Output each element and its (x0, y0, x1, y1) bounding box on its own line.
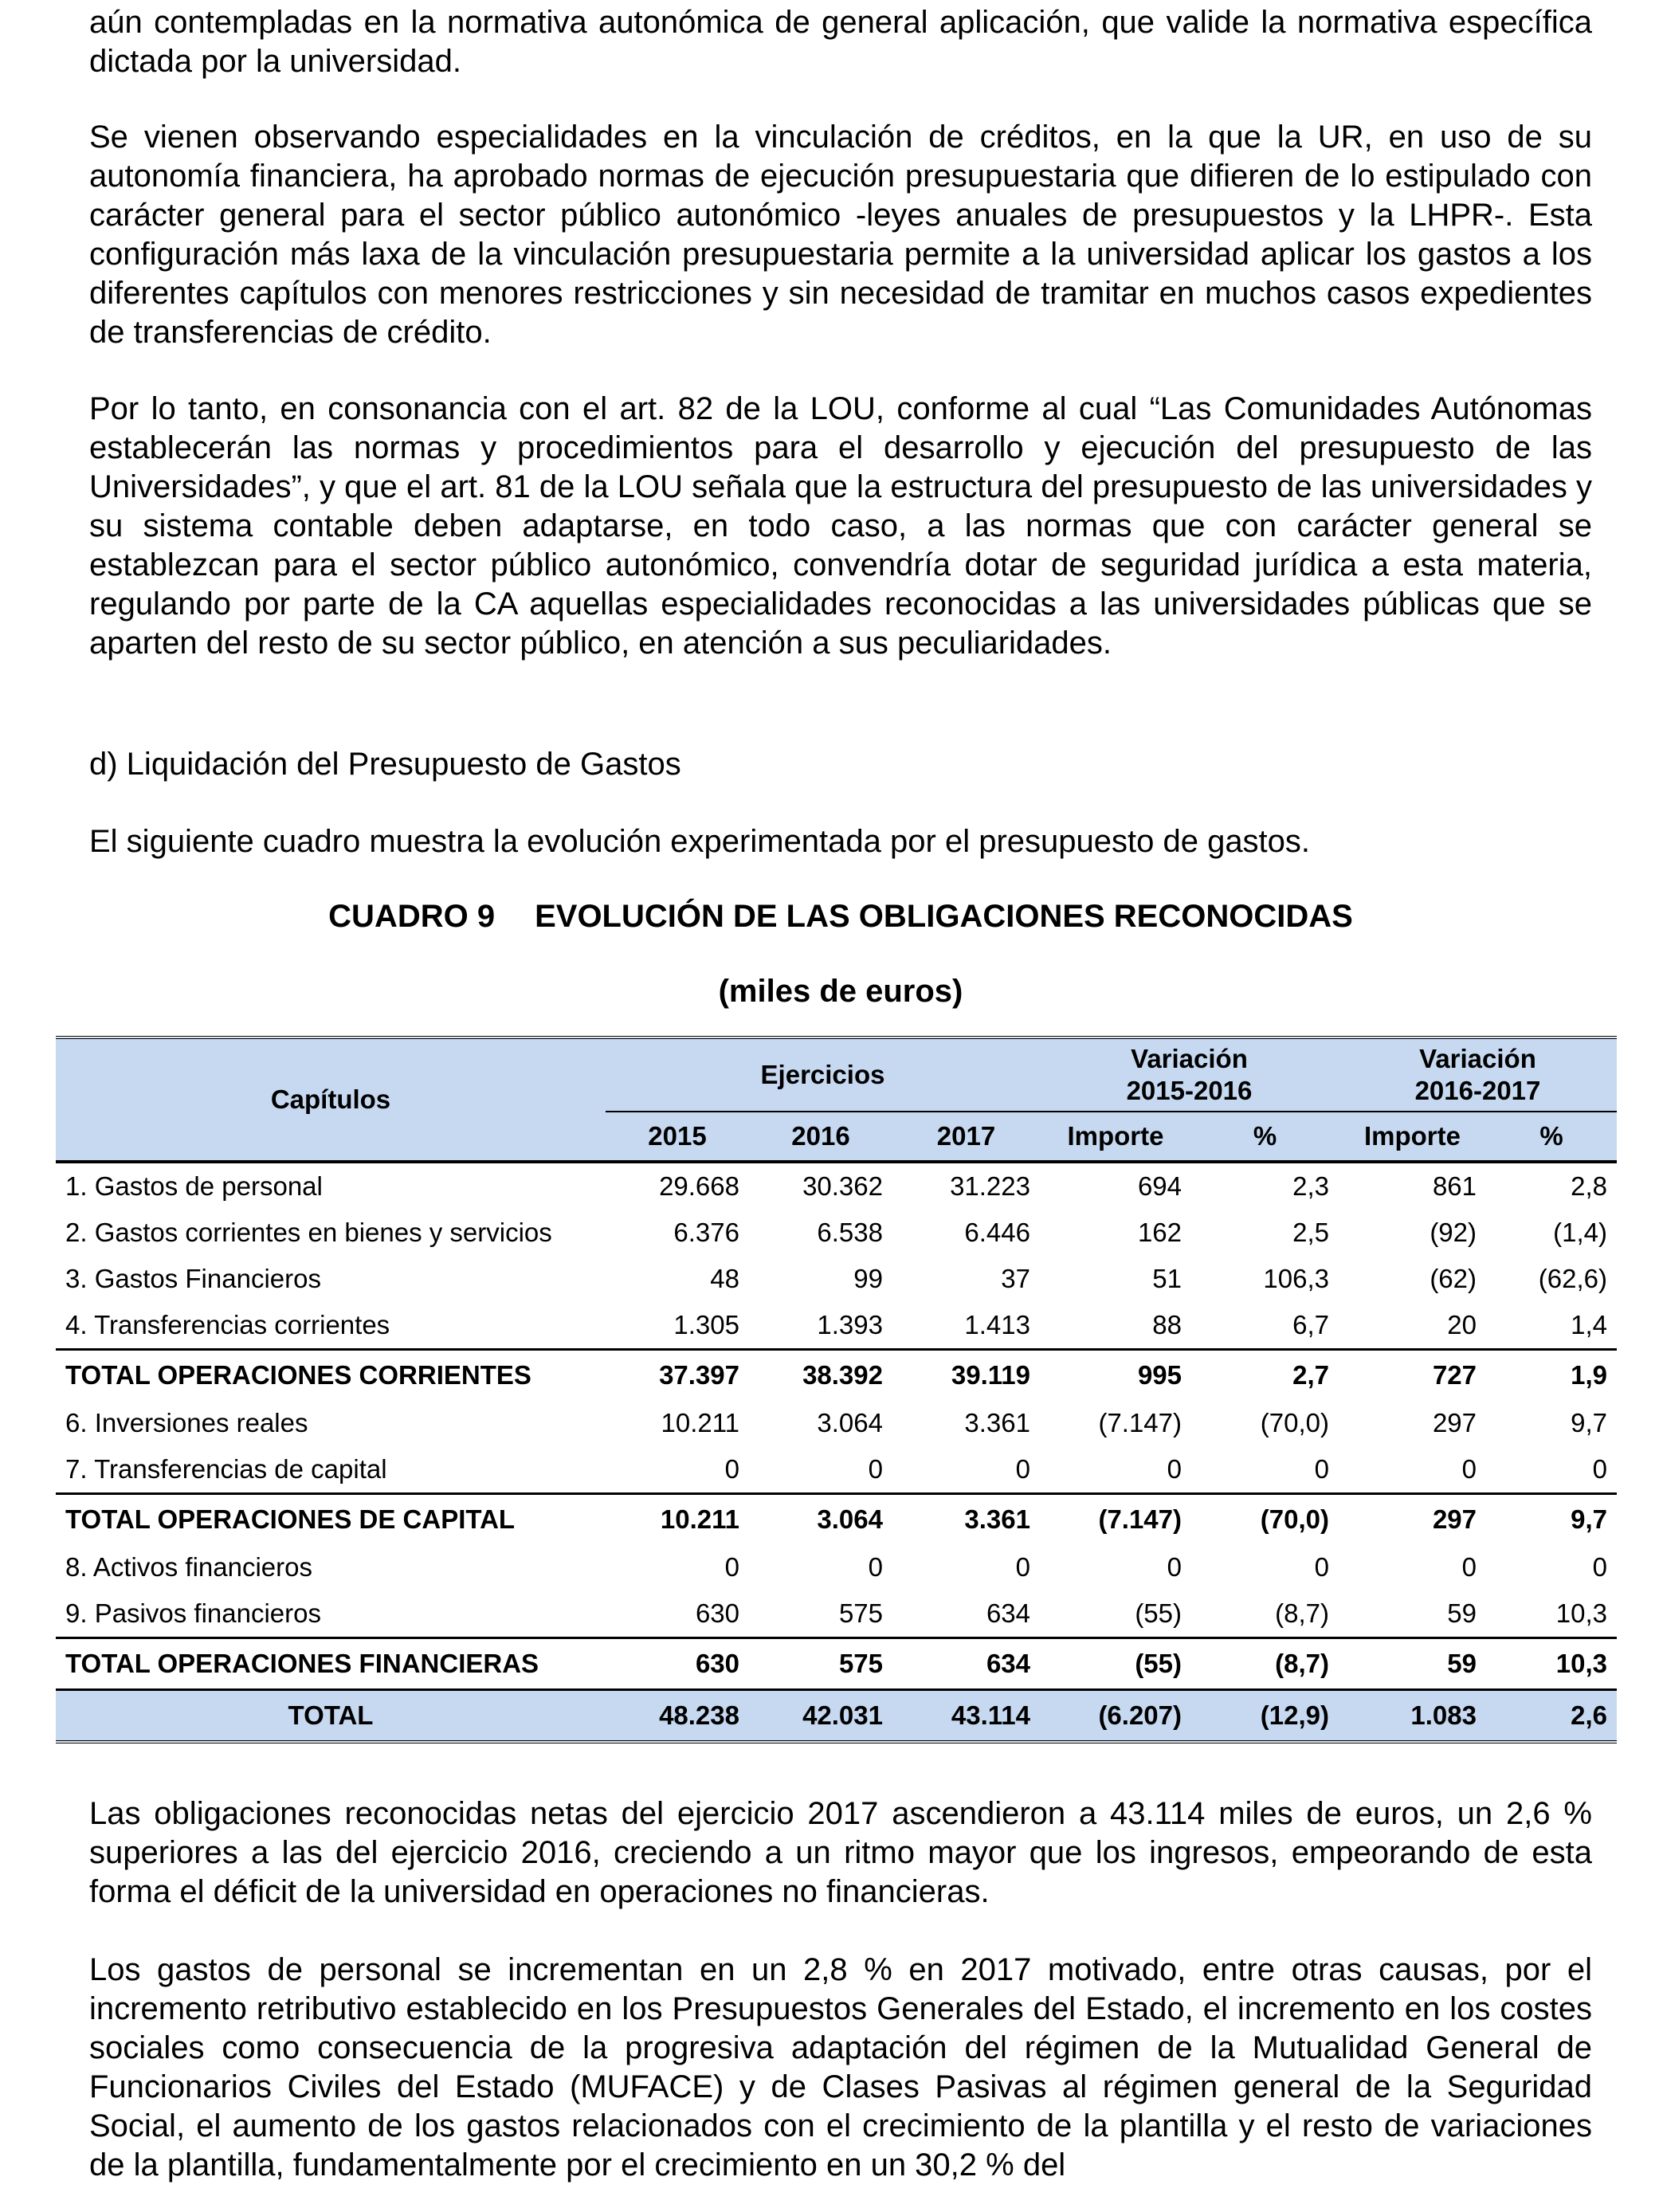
row-value: 9,7 (1571, 1408, 1607, 1437)
row-value: 37 (1001, 1264, 1030, 1293)
table-total-row (56, 1350, 1617, 1401)
row-label: TOTAL OPERACIONES CORRIENTES (56, 1350, 606, 1401)
row-value: 6.538 (817, 1218, 883, 1247)
row-value: 630 (695, 1598, 739, 1628)
table-row (56, 1544, 1617, 1590)
row-value: 30.362 (802, 1171, 883, 1201)
row-value: 0 (1592, 1552, 1607, 1582)
row-value: 1,9 (1486, 1350, 1617, 1401)
row-value: 0 (724, 1552, 739, 1582)
row-value: 1.393 (817, 1310, 883, 1339)
row-value: 0 (1461, 1552, 1477, 1582)
header-col-2017: 2017 (892, 1112, 1040, 1162)
row-value: 0 (868, 1552, 883, 1582)
row-value: 2,8 (1571, 1171, 1607, 1201)
row-value: 99 (853, 1264, 883, 1293)
table-row (56, 1256, 1617, 1302)
row-value: 0 (1314, 1454, 1329, 1484)
row-value: 1.413 (964, 1310, 1030, 1339)
row-label: 2. Gastos corrientes en bienes y servicios (65, 1218, 552, 1247)
header-col-importe-2: Importe (1339, 1112, 1486, 1162)
row-value: 10,3 (1486, 1638, 1617, 1690)
row-value: (55) (1135, 1598, 1182, 1628)
header-var1-line2: 2015-2016 (1126, 1076, 1253, 1105)
row-value: 630 (606, 1638, 749, 1690)
row-value: 42.031 (749, 1690, 892, 1743)
row-value: 3.361 (964, 1408, 1030, 1437)
row-value: 29.668 (659, 1171, 739, 1201)
row-value: 1,4 (1571, 1310, 1607, 1339)
row-value: 10,3 (1555, 1598, 1607, 1628)
table-caption-number: CUADRO 9 (328, 899, 496, 934)
header-variacion-2016-2017 (1339, 1037, 1617, 1112)
row-label: 8. Activos financieros (65, 1552, 312, 1582)
row-value: 861 (1432, 1171, 1477, 1201)
row-label: 3. Gastos Financieros (65, 1264, 321, 1293)
row-value: 59 (1339, 1638, 1486, 1690)
row-value: 38.392 (749, 1350, 892, 1401)
row-value: 20 (1447, 1310, 1477, 1339)
table-row (56, 1590, 1617, 1638)
row-value: 10.211 (661, 1408, 739, 1437)
paragraph-obligaciones: Las obligaciones reconocidas netas del ejercicio 2017 ascendieron a 43.114 miles de euros, un 2,6 % superiores a las del ejercicio 2016, creciendo a un ritmo mayor que los ingresos, empeorando de esta forma el déficit de la universidad en operaciones no financieras. (89, 1796, 1592, 1909)
header-ejercicios: Ejercicios (606, 1037, 1040, 1112)
row-value: 9,7 (1486, 1494, 1617, 1545)
paragraph-gastos-personal: Los gastos de personal se incrementan en un 2,8 % en 2017 motivado, entre otras causas, por el incremento retributivo establecido en los Presupuestos Generales del Estado, el incremento en los costes sociales como consecuencia de la progresiva adaptación del régimen de la Mutualidad General de Funcionarios Civiles del Estado (MUFACE) y de Clases Pasivas al régimen general de la Seguridad Social, el aumento de los gastos relacionados con el crecimiento de la plantilla y el resto de variaciones de la plantilla, fundamentalmente por el crecimiento en un 30,2 % del (89, 1952, 1592, 2183)
table-row (56, 1302, 1617, 1350)
row-label: 6. Inversiones reales (65, 1408, 308, 1437)
row-value: 6.446 (964, 1218, 1030, 1247)
row-value: 0 (1015, 1454, 1030, 1484)
row-value: 297 (1432, 1408, 1477, 1437)
header-var2-line2: 2016-2017 (1414, 1076, 1541, 1105)
row-value: 31.223 (950, 1171, 1030, 1201)
row-value: 2,3 (1292, 1171, 1329, 1201)
row-label: TOTAL OPERACIONES DE CAPITAL (56, 1494, 606, 1545)
row-value: (62) (1430, 1264, 1477, 1293)
row-value: 48 (710, 1264, 739, 1293)
row-value: 88 (1152, 1310, 1182, 1339)
row-label: TOTAL OPERACIONES FINANCIERAS (56, 1638, 606, 1690)
row-value: 6,7 (1292, 1310, 1329, 1339)
row-value: 0 (724, 1454, 739, 1484)
row-value: (62,6) (1538, 1264, 1607, 1293)
paragraph-intro: aún contempladas en la normativa autonómica de general aplicación, que valide la normativa específica dictada por la universidad. (89, 5, 1592, 79)
header-capitulos: Capítulos (56, 1037, 606, 1162)
row-value: 634 (892, 1638, 1040, 1690)
row-value: 0 (868, 1454, 883, 1484)
table-row (56, 1162, 1617, 1210)
row-value: 0 (1015, 1552, 1030, 1582)
table-total-row (56, 1494, 1617, 1545)
row-value: 0 (1314, 1552, 1329, 1582)
row-value: 727 (1339, 1350, 1486, 1401)
row-value: 0 (1167, 1454, 1182, 1484)
row-value: (92) (1430, 1218, 1477, 1247)
row-label: 1. Gastos de personal (65, 1171, 323, 1201)
row-label: 9. Pasivos financieros (65, 1598, 321, 1628)
table-grand-total-row (56, 1690, 1617, 1743)
table-body (56, 1162, 1617, 1742)
header-col-2015: 2015 (606, 1112, 749, 1162)
row-value: 995 (1040, 1350, 1191, 1401)
row-value: 0 (1167, 1552, 1182, 1582)
header-col-2016: 2016 (749, 1112, 892, 1162)
header-var1-line1: Variación (1131, 1044, 1248, 1073)
row-label: TOTAL (56, 1690, 606, 1743)
header-var2-line1: Variación (1419, 1044, 1536, 1073)
row-value: 59 (1447, 1598, 1477, 1628)
row-value: (1,4) (1553, 1218, 1607, 1247)
row-value: 0 (1592, 1454, 1607, 1484)
row-value: (6.207) (1040, 1690, 1191, 1743)
table-row (56, 1446, 1617, 1494)
row-value: 51 (1152, 1264, 1182, 1293)
row-value: 0 (1461, 1454, 1477, 1484)
expense-evolution-table (56, 1036, 1617, 1743)
row-value: (8,7) (1275, 1598, 1329, 1628)
row-label: 4. Transferencias corrientes (65, 1310, 390, 1339)
paragraph-lou: Por lo tanto, en consonancia con el art. 82 de la LOU, conforme al cual “Las Comunidades Autónomas establecerán las normas y procedimientos para el desarrollo y ejecución del presupuesto de las Universidades”, y que el art. 81 de la LOU señala que la estructura del presupuesto de las universidades y su sistema contable deben adaptarse, en todo caso, a las normas que con carácter general se establezcan para el sector público autonómico, convendría dotar de seguridad jurídica a esta materia, regulando por parte de la CA aquellas especialidades reconocidas a las universidades públicas que se aparten del resto de su sector público, en atención a sus peculiaridades. (89, 391, 1592, 661)
row-value: 3.361 (892, 1494, 1040, 1545)
row-value: (7.147) (1098, 1408, 1182, 1437)
row-value: 1.083 (1339, 1690, 1486, 1743)
header-col-importe-1: Importe (1040, 1112, 1191, 1162)
table-caption-units: (miles de euros) (718, 974, 963, 1009)
row-value: (7.147) (1040, 1494, 1191, 1545)
row-value: 694 (1137, 1171, 1182, 1201)
paragraph-table-intro: El siguiente cuadro muestra la evolución experimentada por el presupuesto de gastos. (89, 824, 1311, 859)
row-value: (12,9) (1191, 1690, 1339, 1743)
row-value: 48.238 (606, 1690, 749, 1743)
row-value: 37.397 (606, 1350, 749, 1401)
section-heading: d) Liquidación del Presupuesto de Gastos (89, 747, 681, 782)
table-row (56, 1210, 1617, 1256)
row-value: 575 (838, 1598, 883, 1628)
table-total-row (56, 1638, 1617, 1690)
row-value: (70,0) (1260, 1408, 1329, 1437)
paragraph-vinculacion: Se vienen observando especialidades en la vinculación de créditos, en la que la UR, en uso de su autonomía financiera, ha aprobado normas de ejecución presupuestaria que difieren de lo estipulado con carácter general para el sector público autonómico -leyes anuales de presupuestos y la LHPR-. Esta configuración más laxa de la vinculación presupuestaria permite a la universidad aplicar los gastos a los diferentes capítulos con menores restricciones y sin necesidad de tramitar en muchos casos expedientes de transferencias de crédito. (89, 120, 1592, 350)
row-value: 10.211 (606, 1494, 749, 1545)
row-value: 3.064 (749, 1494, 892, 1545)
row-value: 1.305 (673, 1310, 739, 1339)
row-value: 575 (749, 1638, 892, 1690)
row-value: 43.114 (892, 1690, 1040, 1743)
row-value: 6.376 (673, 1218, 739, 1247)
table-row (56, 1400, 1617, 1446)
header-col-pct-2: % (1486, 1112, 1617, 1162)
row-value: (55) (1040, 1638, 1191, 1690)
row-value: (70,0) (1191, 1494, 1339, 1545)
row-value: 2,6 (1486, 1690, 1617, 1743)
row-value: 162 (1137, 1218, 1182, 1247)
row-value: 297 (1339, 1494, 1486, 1545)
row-value: 106,3 (1263, 1264, 1329, 1293)
row-value: 634 (986, 1598, 1030, 1628)
table-caption (89, 899, 1592, 935)
header-col-pct-1: % (1191, 1112, 1339, 1162)
row-value: 3.064 (817, 1408, 883, 1437)
row-label: 7. Transferencias de capital (65, 1454, 387, 1484)
row-value: 39.119 (892, 1350, 1040, 1401)
header-variacion-2015-2016 (1040, 1037, 1339, 1112)
table-caption-title: EVOLUCIÓN DE LAS OBLIGACIONES RECONOCIDAS (535, 899, 1353, 934)
row-value: 2,5 (1292, 1218, 1329, 1247)
row-value: 2,7 (1191, 1350, 1339, 1401)
row-value: (8,7) (1191, 1638, 1339, 1690)
